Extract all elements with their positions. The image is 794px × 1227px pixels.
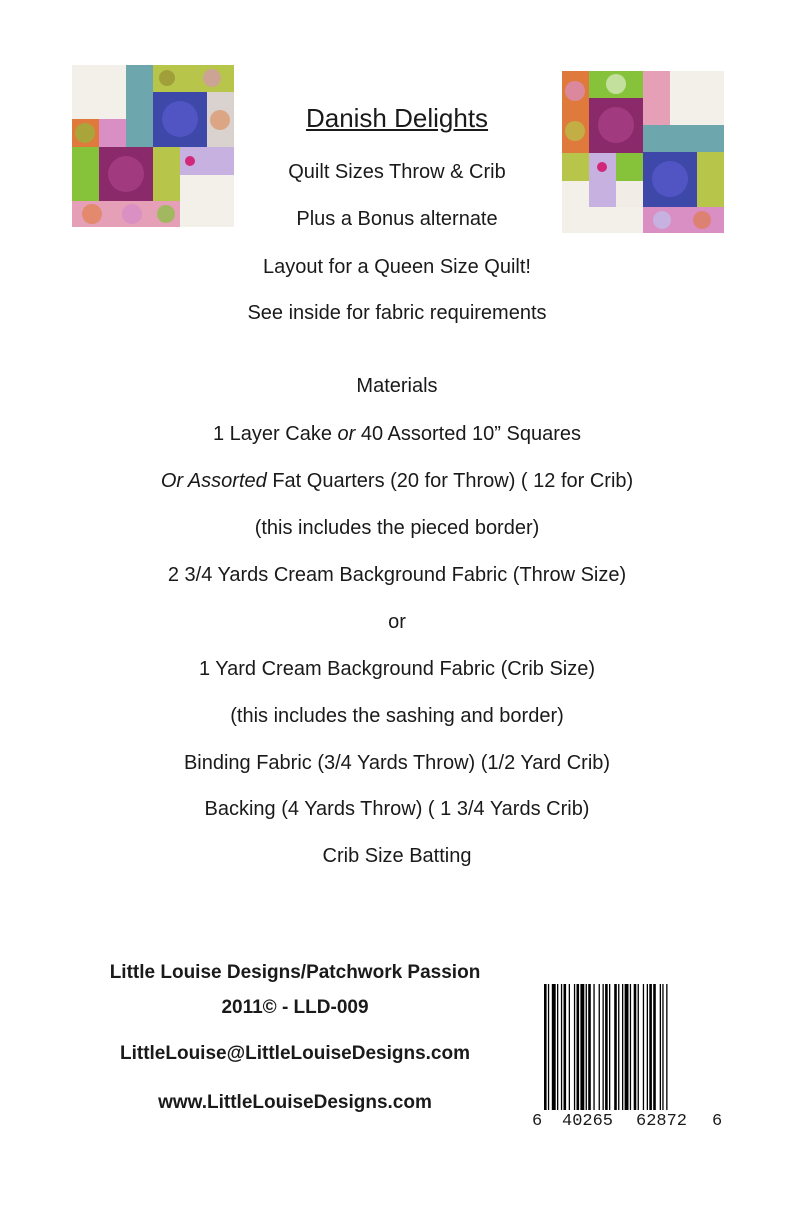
barcode-bar bbox=[630, 984, 631, 1110]
barcode-bar bbox=[569, 984, 570, 1110]
company-name: Little Louise Designs/Patchwork Passion bbox=[109, 962, 481, 983]
barcode-bar bbox=[586, 984, 587, 1110]
barcode-bar bbox=[647, 984, 648, 1110]
barcode-bar bbox=[653, 984, 656, 1110]
barcode-digit-group-left: 40265 bbox=[562, 1112, 614, 1131]
materials-line: (this includes the pieced border) bbox=[254, 517, 540, 539]
barcode-bar bbox=[577, 984, 580, 1110]
barcode-bar bbox=[666, 984, 667, 1110]
materials-line: 2 3/4 Yards Cream Background Fabric (Throw Size) bbox=[167, 564, 627, 586]
barcode-bar bbox=[544, 984, 547, 1110]
materials-line: (this includes the sashing and border) bbox=[230, 705, 564, 727]
barcode bbox=[532, 984, 724, 1144]
fabric-requirements-line: See inside for fabric requirements bbox=[247, 302, 547, 324]
materials-item-layer-cake-part2: 40 Assorted 10” Squares bbox=[355, 423, 581, 445]
barcode-bar bbox=[622, 984, 623, 1110]
queen-layout-line: Layout for a Queen Size Quilt! bbox=[263, 256, 531, 278]
barcode-bar bbox=[580, 984, 584, 1110]
barcode-bar bbox=[588, 984, 591, 1110]
barcode-bar bbox=[603, 984, 604, 1110]
materials-item-layer-cake bbox=[0, 422, 794, 446]
barcode-bars bbox=[532, 984, 724, 1110]
barcode-bar bbox=[649, 984, 652, 1110]
quilt-sizes-line: Quilt Sizes Throw & Crib bbox=[288, 161, 506, 183]
barcode-bar bbox=[618, 984, 619, 1110]
materials-line: Binding Fabric (3/4 Yards Throw) (1/2 Yard Crib) bbox=[183, 752, 611, 774]
email-link[interactable]: LittleLouise@LittleLouiseDesigns.com bbox=[119, 1043, 470, 1064]
materials-item-layer-cake-part1: 1 Layer Cake bbox=[212, 423, 338, 445]
barcode-bar bbox=[605, 984, 608, 1110]
barcode-bar bbox=[660, 984, 661, 1110]
materials-line: 1 Yard Cream Background Fabric (Crib Size) bbox=[198, 658, 596, 680]
barcode-bar bbox=[561, 984, 562, 1110]
bonus-line: Plus a Bonus alternate bbox=[296, 208, 498, 230]
copyright-line: 2011© - LLD-009 bbox=[221, 997, 369, 1018]
materials-item-fat-quarters bbox=[0, 469, 794, 493]
barcode-digit-lead: 6 bbox=[532, 1112, 543, 1131]
barcode-digit-group-right: 62872 bbox=[636, 1112, 688, 1131]
quilt-block-image-left bbox=[72, 65, 234, 227]
barcode-bar bbox=[643, 984, 644, 1110]
barcode-bar bbox=[625, 984, 629, 1110]
website-link[interactable]: www.LittleLouiseDesigns.com bbox=[158, 1092, 432, 1113]
materials-item-fat-quarters-text: Fat Quarters (20 for Throw) ( 12 for Crib) bbox=[266, 470, 634, 492]
barcode-bar bbox=[634, 984, 637, 1110]
barcode-bar bbox=[574, 984, 575, 1110]
materials-heading: Materials bbox=[356, 375, 438, 397]
barcode-bar bbox=[557, 984, 558, 1110]
barcode-bar bbox=[564, 984, 567, 1110]
barcode-bar bbox=[548, 984, 549, 1110]
pattern-title: Danish Delights bbox=[305, 103, 489, 133]
materials-line: Backing (4 Yards Throw) ( 1 3/4 Yards Crib) bbox=[204, 798, 590, 820]
barcode-digits bbox=[532, 1112, 724, 1134]
barcode-bar bbox=[552, 984, 556, 1110]
barcode-bar bbox=[662, 984, 663, 1110]
materials-line: or bbox=[388, 611, 406, 633]
materials-item-fat-quarters-italic: Or Assorted bbox=[160, 470, 267, 492]
barcode-bar bbox=[614, 984, 617, 1110]
barcode-bar bbox=[638, 984, 639, 1110]
quilt-block-left-graphic bbox=[72, 65, 234, 227]
materials-line: Crib Size Batting bbox=[322, 845, 472, 867]
barcode-bar bbox=[609, 984, 610, 1110]
barcode-digit-trail: 6 bbox=[712, 1112, 723, 1131]
barcode-bar bbox=[593, 984, 594, 1110]
barcode-bar bbox=[599, 984, 600, 1110]
materials-item-layer-cake-or: or bbox=[337, 423, 356, 445]
